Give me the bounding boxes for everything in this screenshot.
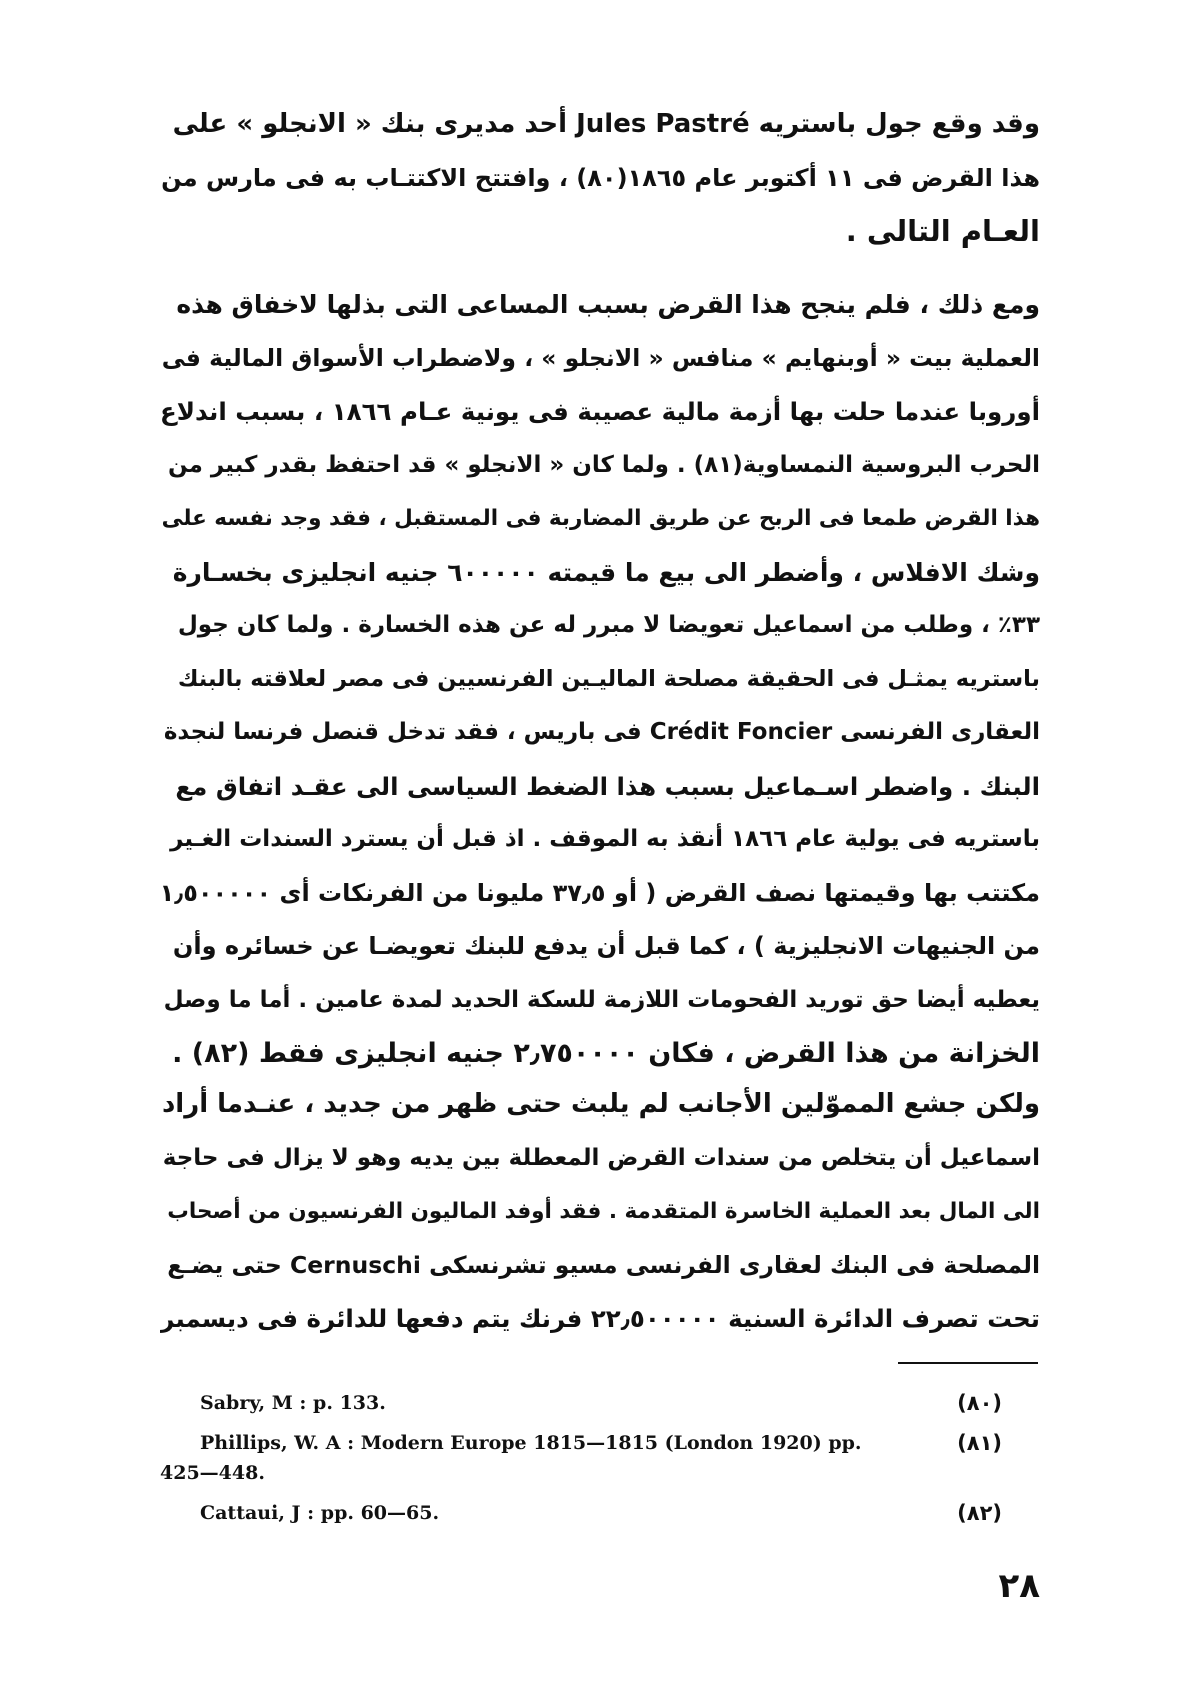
- text-line: وشك الافلاس ، وأضطر الى بيع ما قيمته ٦٠٠٠٠٠ جنيه انجليزى بخسـارة: [172, 557, 1040, 587]
- text-line: هذا القرض طمعا فى الربح عن طريق المضاربة فى المستقبل ، فقد وجد نفسه على: [161, 506, 1040, 531]
- text-line: يعطيه أيضا حق توريد الفحومات اللازمة للسكة الحديد لمدة عامين . أما ما وصل: [163, 986, 1040, 1013]
- footnote-separator: [898, 1362, 1038, 1364]
- text-line: العملية بيت « أوبنهايم » منافس « الانجلو » ، ولاضطراب الأسواق المالية فى: [161, 343, 1040, 372]
- footnote-text: Cattaui, J : pp. 60—65.: [200, 1502, 440, 1524]
- text-line: الى المال بعد العملية الخاسرة المتقدمة . فقد أوفد الماليون الفرنسيون من أصحاب: [167, 1199, 1040, 1224]
- paragraph-2: [160, 278, 1040, 1081]
- text-line: العقارى الفرنسى Crédit Foncier فى باريس ، فقد تدخل قنصل فرنسا لنجدة: [163, 719, 1040, 745]
- text-line: ٣٣٪ ، وطلب من اسماعيل تعويضا لا مبرر له عن هذه الخسارة . ولما كان جول: [177, 612, 1040, 638]
- text-line: باستريه يمثـل فى الحقيقة مصلحة الماليـين الفرنسيين فى مصر لعلاقته بالبنك: [177, 665, 1040, 692]
- text-line: اسماعيل أن يتخلص من سندات القرض المعطلة بين يديه وهو لا يزال فى حاجة: [162, 1144, 1040, 1171]
- text-line: العـام التالى .: [845, 214, 1040, 248]
- text-line: الحرب البروسية النمساوية(٨١) . ولما كان « الانجلو » قد احتفظ بقدر كبير من: [167, 451, 1040, 478]
- text-line: وقد وقع جول باستريه Jules Pastré أحد مديرى بنك « الانجلو » على: [172, 109, 1040, 139]
- text-line: البنك . واضطر اسـماعيل بسبب هذا الضغط السياسى الى عقـد اتفاق مع: [175, 771, 1040, 801]
- footnote-ref: (٨٢): [957, 1501, 1002, 1525]
- text-line: باستريه فى يولية عام ١٨٦٦ أنقذ به الموقف . اذ قبل أن يسترد السندات الغـير: [170, 826, 1040, 852]
- text-line: من الجنيهات الانجليزية ) ، كما قبل أن يدفع للبنك تعويضـا عن خسائره وأن: [172, 932, 1040, 960]
- footnote-81-continuation: 425—448.: [160, 1462, 265, 1484]
- footnote-text: Sabry, M : p. 133.: [200, 1392, 386, 1414]
- footnote-ref: (٨٠): [957, 1391, 1002, 1415]
- text-line: أوروبا عندما حلت بها أزمة مالية عصيبة فى يونية عـام ١٨٦٦ ، بسبب اندلاع: [160, 397, 1040, 426]
- text-line: هذا القرض فى ١١ أكتوبر عام ١٨٦٥(٨٠) ، وافتتح الاكتتـاب به فى مارس من: [161, 163, 1040, 192]
- page-number: ٢٨: [998, 1566, 1040, 1606]
- paragraph-3: [160, 1078, 1040, 1346]
- text-line: تحت تصرف الدائرة السنية ٢٢٫٥٠٠٠٠٠ فرنك يتم دفعها للدائرة فى ديسمبر: [160, 1304, 1040, 1333]
- text-line: ولكن جشع المموّلين الأجانب لم يلبث حتى ظهر من جديد ، عنـدما أراد: [161, 1089, 1040, 1119]
- text-line: الخزانة من هذا القرض ، فكان ٢٫٧٥٠٠٠٠ جنيه انجليزى فقط (٨٢) .: [172, 1038, 1040, 1069]
- text-line: ومع ذلك ، فلم ينجح هذا القرض بسبب المساعى التى بذلها لاخفاق هذه: [176, 290, 1040, 319]
- footnote-text: Phillips, W. A : Modern Europe 1815—1815 (London 1920) pp.: [200, 1432, 862, 1454]
- footnote-ref: (٨١): [957, 1431, 1002, 1455]
- text-line: المصلحة فى البنك لعقارى الفرنسى مسيو تشرنسكى Cernuschi حتى يضـع: [167, 1250, 1040, 1279]
- text-line: مكتتب بها وقيمتها نصف القرض ( أو ٣٧٫٥ مليونا من الفرنكات أى ١٫٥٠٠٠٠٠: [160, 878, 1040, 907]
- paragraph-1: [160, 98, 1040, 259]
